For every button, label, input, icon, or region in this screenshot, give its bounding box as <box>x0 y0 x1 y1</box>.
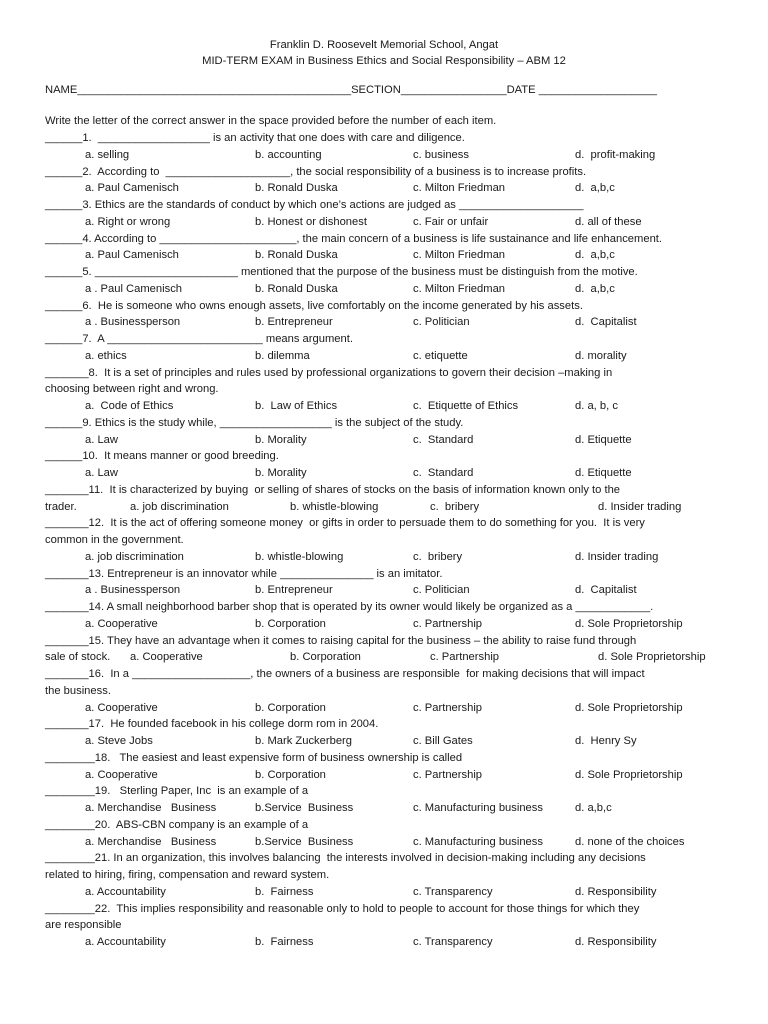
answer-option: a. Cooperative <box>85 768 158 781</box>
answer-option: d. Etiquette <box>575 433 632 446</box>
answer-option: c. Manufacturing business <box>413 835 543 848</box>
answer-option: b. Entrepreneur <box>255 584 333 597</box>
answer-option: c. Milton Friedman <box>413 182 506 195</box>
instructions: Write the letter of the correct answer in the space provided before the number of each item. <box>45 115 497 127</box>
answer-option: a. Steve Jobs <box>85 735 153 747</box>
question-text: _______8. It is a set of principles and rules used by professional organizations to govern their decision –making in <box>45 366 613 379</box>
answer-option: b. dilemma <box>255 349 310 362</box>
answer-option: a . Businessperson <box>85 316 181 329</box>
answer-option: d. a,b,c <box>575 802 612 814</box>
question-text: _______11. It is characterized by buying or selling of shares of stocks on the basis of information known only to the <box>45 483 621 496</box>
answer-option: d. Etiquette <box>575 467 632 479</box>
answer-option: c. Bill Gates <box>413 735 473 747</box>
question-text: _______13. Entrepreneur is an innovator while _______________ is an imitator. <box>45 567 443 580</box>
answer-option: c. Politician <box>413 584 470 597</box>
answer-option: c. Standard <box>413 433 474 446</box>
answer-option: b. Ronald Duska <box>255 282 338 295</box>
question-text: common in the government. <box>45 534 184 546</box>
answer-option: d. Capitalist <box>575 316 637 329</box>
answer-option: d. Insider trading <box>598 500 682 513</box>
answer-option: b. Fairness <box>255 936 314 948</box>
answer-option: c. Partnership <box>413 701 483 714</box>
answer-option: b. Honest or dishonest <box>255 215 367 228</box>
answer-option: b. Corporation <box>290 651 361 664</box>
student-info-line: NAME____________________________________________SECTION_________________DATE ___________________ <box>45 84 657 96</box>
answer-option: b. Mark Zuckerberg <box>255 735 352 747</box>
answer-option: d. Insider trading <box>575 550 659 563</box>
question-text: _______17. He founded facebook in his college dorm rom in 2004. <box>45 718 379 731</box>
answer-option: d. none of the choices <box>575 835 685 848</box>
answer-option: b. Corporation <box>255 701 326 714</box>
answer-option: d. Sole Proprietorship <box>575 701 683 714</box>
answer-option: a. Paul Camenisch <box>85 182 179 195</box>
question-text: ________21. In an organization, this involves balancing the interests involved in decision-making including any decisions <box>45 852 646 865</box>
question-text: ________19. Sterling Paper, Inc is an example of a <box>45 785 309 798</box>
question-text: ______9. Ethics is the study while, __________________ is the subject of the study. <box>45 416 464 429</box>
answer-option: d. a,b,c <box>575 282 615 295</box>
question-text: ______1. __________________ is an activity that one does with care and diligence. <box>45 132 465 144</box>
question-text: ______2. According to ____________________, the social responsibility of a business is to increase profits. <box>45 165 587 178</box>
question-text: choosing between right and wrong. <box>45 383 219 396</box>
answer-option: c. Etiquette of Ethics <box>413 400 519 412</box>
answer-option: d. profit-making <box>575 148 656 161</box>
answer-option: c. Milton Friedman <box>413 282 506 295</box>
answer-option: a. Cooperative <box>85 617 158 630</box>
answer-option: c. Fair or unfair <box>413 215 489 228</box>
question-text: ______10. It means manner or good breeding. <box>45 450 279 463</box>
answer-option: c. Partnership <box>430 651 500 664</box>
answer-option: d. Capitalist <box>575 584 637 597</box>
answer-option: a. job discrimination <box>85 550 184 563</box>
question-text: _______14. A small neighborhood barber shop that is operated by its owner would likely be organized as a ____________. <box>45 601 654 613</box>
answer-option: d. Responsibility <box>575 936 657 948</box>
answer-option: b. Corporation <box>255 768 326 781</box>
answer-option: a. Accountability <box>85 936 166 948</box>
answer-option: b. Morality <box>255 467 307 479</box>
answer-option: c. Transparency <box>413 936 493 948</box>
answer-option: a. Code of Ethics <box>85 400 174 412</box>
answer-option: c. Partnership <box>413 617 483 630</box>
answer-option: a. Cooperative <box>130 651 203 664</box>
question-text: ________18. The easiest and least expensive form of business ownership is called <box>45 751 463 764</box>
question-text: related to hiring, firing, compensation and reward system. <box>45 869 330 881</box>
question-text-continuation: trader. <box>45 500 77 513</box>
answer-option: d. Responsibility <box>575 885 657 898</box>
answer-option: a . Businessperson <box>85 584 181 597</box>
answer-option: b. whistle-blowing <box>290 500 379 513</box>
answer-option: c. bribery <box>430 500 480 513</box>
answer-option: a. Cooperative <box>85 701 158 714</box>
answer-option: d. Sole Proprietorship <box>598 651 706 664</box>
answer-option: a. Right or wrong <box>85 215 171 228</box>
answer-option: c. Manufacturing business <box>413 802 543 814</box>
answer-option: a. selling <box>85 148 130 161</box>
answer-option: b. Ronald Duska <box>255 249 338 262</box>
answer-option: b.Service Business <box>255 802 354 814</box>
answer-option: a. Law <box>85 467 118 479</box>
answer-option: c. Transparency <box>413 885 493 898</box>
question-text-continuation: sale of stock. <box>45 651 111 664</box>
answer-option: c. bribery <box>413 550 463 563</box>
question-text: ______5. _______________________ mentioned that the purpose of the business must be distinguish from the motive. <box>45 266 638 278</box>
question-text: _______16. In a ___________________, the owners of a business are responsible for making decisions that will impact <box>45 668 645 680</box>
answer-option: c. Politician <box>413 316 470 329</box>
answer-option: d. all of these <box>575 215 642 228</box>
answer-option: d. a,b,c <box>575 249 615 262</box>
answer-option: a. job discrimination <box>130 500 229 513</box>
answer-option: b. Fairness <box>255 885 314 898</box>
answer-option: d. Sole Proprietorship <box>575 617 683 630</box>
question-text: the business. <box>45 684 111 697</box>
question-text: _______15. They have an advantage when it comes to raising capital for the business – the ability to raise fund through <box>45 634 637 647</box>
answer-option: a. Merchandise Business <box>85 835 217 848</box>
question-text: ______6. He is someone who owns enough assets, live comfortably on the income generated by his assets. <box>45 299 583 312</box>
question-text: _______12. It is the act of offering someone money or gifts in order to persuade them to do something for you. It is very <box>45 517 645 530</box>
answer-option: a. Law <box>85 433 118 446</box>
answer-option: c. business <box>413 148 469 161</box>
exam-title: MID-TERM EXAM in Business Ethics and Social Responsibility – ABM 12 <box>202 55 566 67</box>
question-text: ________22. This implies responsibility and reasonable only to hold to people to account for those things for which they <box>45 902 640 915</box>
answer-option: b. Morality <box>255 433 307 446</box>
answer-option: c. etiquette <box>413 349 468 362</box>
answer-option: b. Ronald Duska <box>255 182 338 195</box>
answer-option: d. a, b, c <box>575 400 618 412</box>
answer-option: b. Entrepreneur <box>255 316 333 329</box>
answer-option: d. Henry Sy <box>575 735 637 747</box>
answer-option: d. morality <box>575 349 627 362</box>
answer-option: a. Paul Camenisch <box>85 249 179 262</box>
question-text: ______3. Ethics are the standards of conduct by which one’s actions are judged as ____________________ <box>45 199 584 211</box>
question-text: ______7. A _________________________ means argument. <box>45 333 353 345</box>
answer-option: a. Merchandise Business <box>85 802 217 814</box>
answer-option: b. whistle-blowing <box>255 550 344 563</box>
answer-option: d. Sole Proprietorship <box>575 768 683 781</box>
answer-option: c. Standard <box>413 467 474 479</box>
answer-option: b. accounting <box>255 148 322 161</box>
answer-option: d. a,b,c <box>575 182 615 195</box>
question-text: ________20. ABS-CBN company is an example of a <box>45 818 309 831</box>
answer-option: c. Milton Friedman <box>413 249 506 262</box>
answer-option: b. Law of Ethics <box>255 400 338 412</box>
answer-option: a. ethics <box>85 349 127 362</box>
answer-option: c. Partnership <box>413 768 483 781</box>
answer-option: b. Corporation <box>255 617 326 630</box>
answer-option: b.Service Business <box>255 835 354 848</box>
school-name: Franklin D. Roosevelt Memorial School, Angat <box>269 39 499 51</box>
answer-option: a. Accountability <box>85 885 166 898</box>
question-text: are responsible <box>45 919 122 932</box>
answer-option: a . Paul Camenisch <box>85 282 183 295</box>
question-text: ______4. According to ______________________, the main concern of a business is life sustainance and life enhancement. <box>45 232 663 245</box>
